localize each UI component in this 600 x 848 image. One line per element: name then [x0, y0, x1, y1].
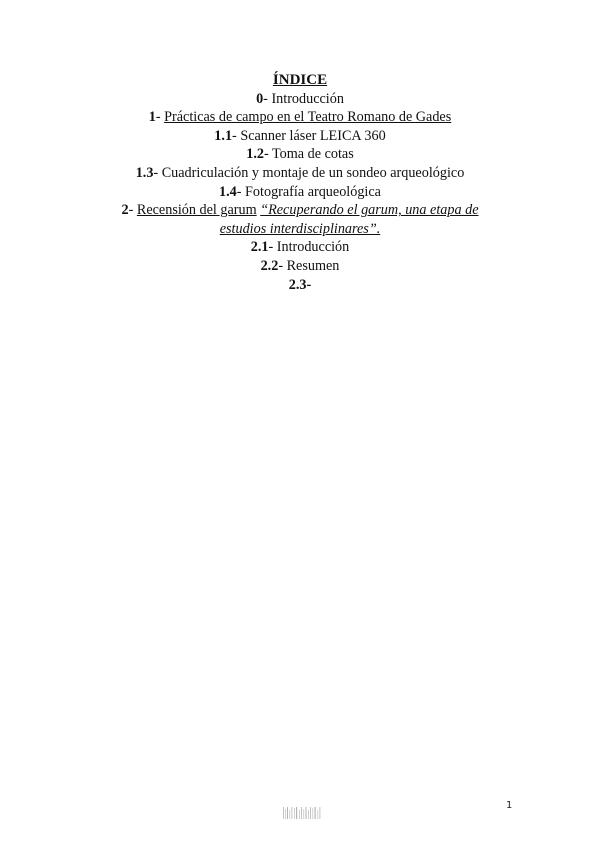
toc-title: ÍNDICE [272, 72, 328, 88]
toc-entry-text: Scanner láser LEICA 360 [240, 127, 386, 144]
toc-entry-separator: - [128, 202, 137, 219]
barcode-logo-icon [282, 805, 322, 821]
toc-entry-quote: “Recuperando el garum, una etapa de estudios interdisciplinares”. [219, 202, 479, 237]
toc-entry-1-3 [100, 164, 500, 183]
toc-entry-number: 1 [148, 109, 156, 126]
toc-entry-number: 2 [121, 202, 129, 219]
toc-entry-2 [100, 201, 500, 238]
table-of-contents [100, 71, 500, 294]
toc-entry-text: Cuadriculación y montaje de un sondeo arqueológico [161, 164, 465, 181]
toc-entry-text: Introducción [276, 239, 350, 256]
toc-entry-0 [100, 90, 500, 109]
toc-entry-text: Toma de cotas [272, 146, 354, 163]
toc-entry-1-4 [100, 183, 500, 202]
toc-entry-1 [100, 108, 500, 127]
toc-entry-number: 1.1 [214, 127, 233, 144]
toc-entry-2-3 [100, 276, 500, 295]
toc-entry-separator: - [263, 90, 272, 107]
page-number: 1 [506, 800, 513, 811]
toc-entry-number: 0 [256, 90, 264, 107]
toc-entry-number: 2.2 [260, 257, 279, 274]
toc-entry-text: Introducción [271, 90, 344, 107]
toc-entry-separator: - [306, 276, 312, 293]
toc-entry-number: 2.3 [288, 276, 307, 293]
toc-entry-text: Prácticas de campo en el Teatro Romano de Gades [164, 109, 452, 126]
toc-entry-number: 1.4 [219, 183, 237, 200]
toc-entry-number: 1.2 [246, 146, 264, 163]
toc-entry-text: Resumen [286, 257, 340, 274]
toc-entry-separator: - [263, 146, 272, 163]
toc-entry-1-2 [100, 145, 500, 164]
toc-entry-separator: - [153, 164, 162, 181]
toc-entry-2-1 [100, 238, 500, 257]
toc-entry-separator: - [278, 257, 287, 274]
toc-entry-text: Fotografía arqueológica [245, 183, 381, 200]
toc-entry-number: 2.1 [250, 239, 269, 256]
toc-entry-text: Recensión del garum [136, 202, 257, 219]
toc-entry-1-1 [100, 127, 500, 146]
toc-entry-2-2 [100, 257, 500, 276]
toc-entry-separator: - [268, 239, 277, 256]
toc-entry-separator: - [236, 183, 246, 200]
toc-entry-separator: - [155, 109, 165, 126]
toc-entry-number: 1.3 [135, 164, 154, 181]
toc-entry-separator: - [232, 127, 241, 144]
